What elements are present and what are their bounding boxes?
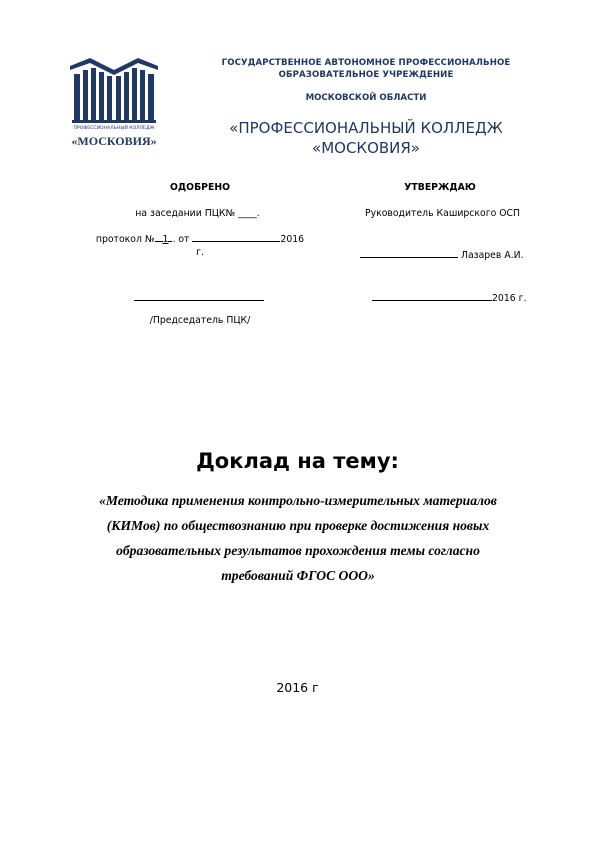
confirm-date-row bbox=[372, 293, 572, 304]
protocol-prefix: протокол № bbox=[95, 234, 155, 245]
confirm-name: Лазарев А.И. bbox=[458, 250, 524, 261]
confirm-position: Руководитель Каширского ОСП bbox=[364, 208, 521, 219]
org-name bbox=[180, 57, 552, 81]
approved-signature-role: /Председатель ПЦК/ bbox=[149, 315, 251, 326]
org-line-2: ОБРАЗОВАТЕЛЬНОЕ УЧРЕЖДЕНИЕ bbox=[278, 70, 454, 80]
logo-caption-big: «МОСКОВИЯ» bbox=[71, 134, 157, 148]
confirm-name-row bbox=[360, 250, 560, 261]
approved-meeting: на заседании ПЦК№ ____. bbox=[135, 208, 260, 219]
protocol-year: 2016 bbox=[280, 234, 305, 245]
protocol-suffix: г. bbox=[196, 247, 204, 258]
protocol-from: . от bbox=[172, 234, 193, 245]
college-line-1: «ПРОФЕССИОНАЛЬНЫЙ КОЛЛЕДЖ bbox=[229, 119, 503, 137]
approved-signature-line bbox=[134, 300, 264, 301]
college-line-2: «МОСКОВИЯ» bbox=[312, 139, 420, 157]
region: МОСКОВСКОЙ ОБЛАСТИ bbox=[305, 93, 427, 103]
document-title: Доклад на тему: bbox=[196, 449, 399, 473]
college-logo bbox=[66, 56, 162, 152]
protocol-blank bbox=[155, 241, 163, 242]
confirm-heading: УТВЕРЖДАЮ bbox=[404, 182, 476, 193]
document-topic: «Методика применения контрольно-измерительных материалов (КИМов) по обществознанию при проверке достижения новых образовательных результатов прохождения темы согласно требований ФГОС ООО» bbox=[99, 493, 497, 583]
approved-protocol bbox=[70, 233, 330, 259]
logo-caption-small: ПРОФЕССИОНАЛЬНЫЙ КОЛЛЕДЖ bbox=[73, 126, 155, 131]
protocol-date-line bbox=[192, 241, 280, 242]
protocol-number: 1 bbox=[162, 234, 169, 245]
college-name bbox=[180, 118, 552, 158]
confirm-date-line bbox=[372, 300, 492, 301]
confirm-date: 2016 г. bbox=[492, 293, 527, 304]
org-line-1: ГОСУДАРСТВЕННОЕ АВТОНОМНОЕ ПРОФЕССИОНАЛЬНОЕ bbox=[221, 58, 511, 68]
confirm-name-line bbox=[360, 257, 458, 258]
approved-heading: ОДОБРЕНО bbox=[169, 182, 231, 193]
document-year: 2016 г bbox=[276, 680, 319, 695]
